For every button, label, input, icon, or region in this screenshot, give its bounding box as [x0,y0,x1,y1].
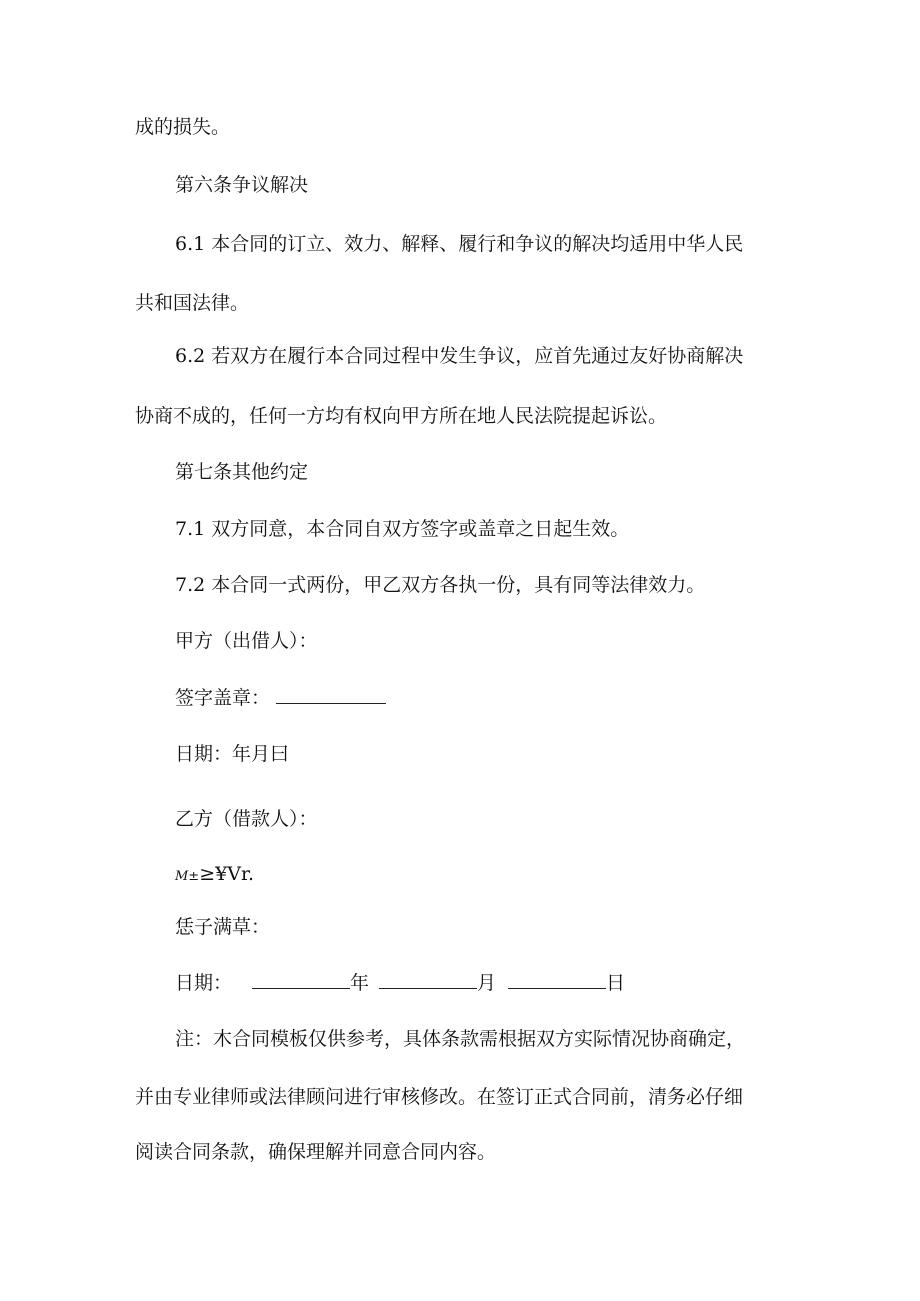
party-b-seal-label: 恁子满草： [175,916,271,938]
clause-6-1-cont: 共和国法律。 [135,292,250,314]
day-label: 日 [606,972,626,994]
party-a-signature-row [175,689,386,708]
paragraph-line: 成的损失。 [135,116,231,138]
party-b-garbled-line [175,865,254,884]
date-label: 日期： [175,972,233,994]
clause-7-1: 7.1 双方同意，本合同自双方签字或盖章之日起生效。 [175,518,630,540]
section-heading-7: 第七条其他约定 [175,461,309,483]
year-label: 年 [350,972,370,994]
signature-blank [276,689,386,704]
party-b-label: 乙方（借款人）： [175,808,318,830]
signature-label: 签字盖章： [175,687,271,709]
year-blank [252,974,350,989]
month-label: 月 [477,972,497,994]
garbled-prefix: M± [175,869,200,884]
clause-6-2-cont: 协商不成的，任何一方均有权向甲方所在地人民法院提起诉讼。 [135,405,668,427]
clause-6-1: 6.1 本合同的订立、效力、解释、履行和争议的解决均适用中华人民 [175,233,744,255]
day-blank [508,974,606,989]
party-a-label: 甲方（出借人）： [175,630,318,652]
party-b-date-row [175,974,625,993]
note-line-1: 注：木合同模板仅供参考，具体条款需根据双方实际情况协商确定， [175,1028,746,1050]
section-heading-6: 第六条争议解决 [175,174,309,196]
note-line-2: 并由专业律师或法律顾问进行审核修改。在签订正式合同前，清务必仔细 [135,1086,744,1108]
party-a-date: 日期：年月曰 [175,743,290,765]
clause-7-2: 7.2 本合同一式两份，甲乙双方各执一份，具有同等法律效力。 [175,574,706,596]
note-line-3: 阅读合同条款，确保理解并同意合同内容。 [135,1141,497,1163]
garbled-text: ≥¥Vr. [199,863,254,885]
month-blank [379,974,477,989]
clause-6-2: 6.2 若双方在履行本合同过程中发生争议，应首先通过友好协商解决 [175,345,744,367]
